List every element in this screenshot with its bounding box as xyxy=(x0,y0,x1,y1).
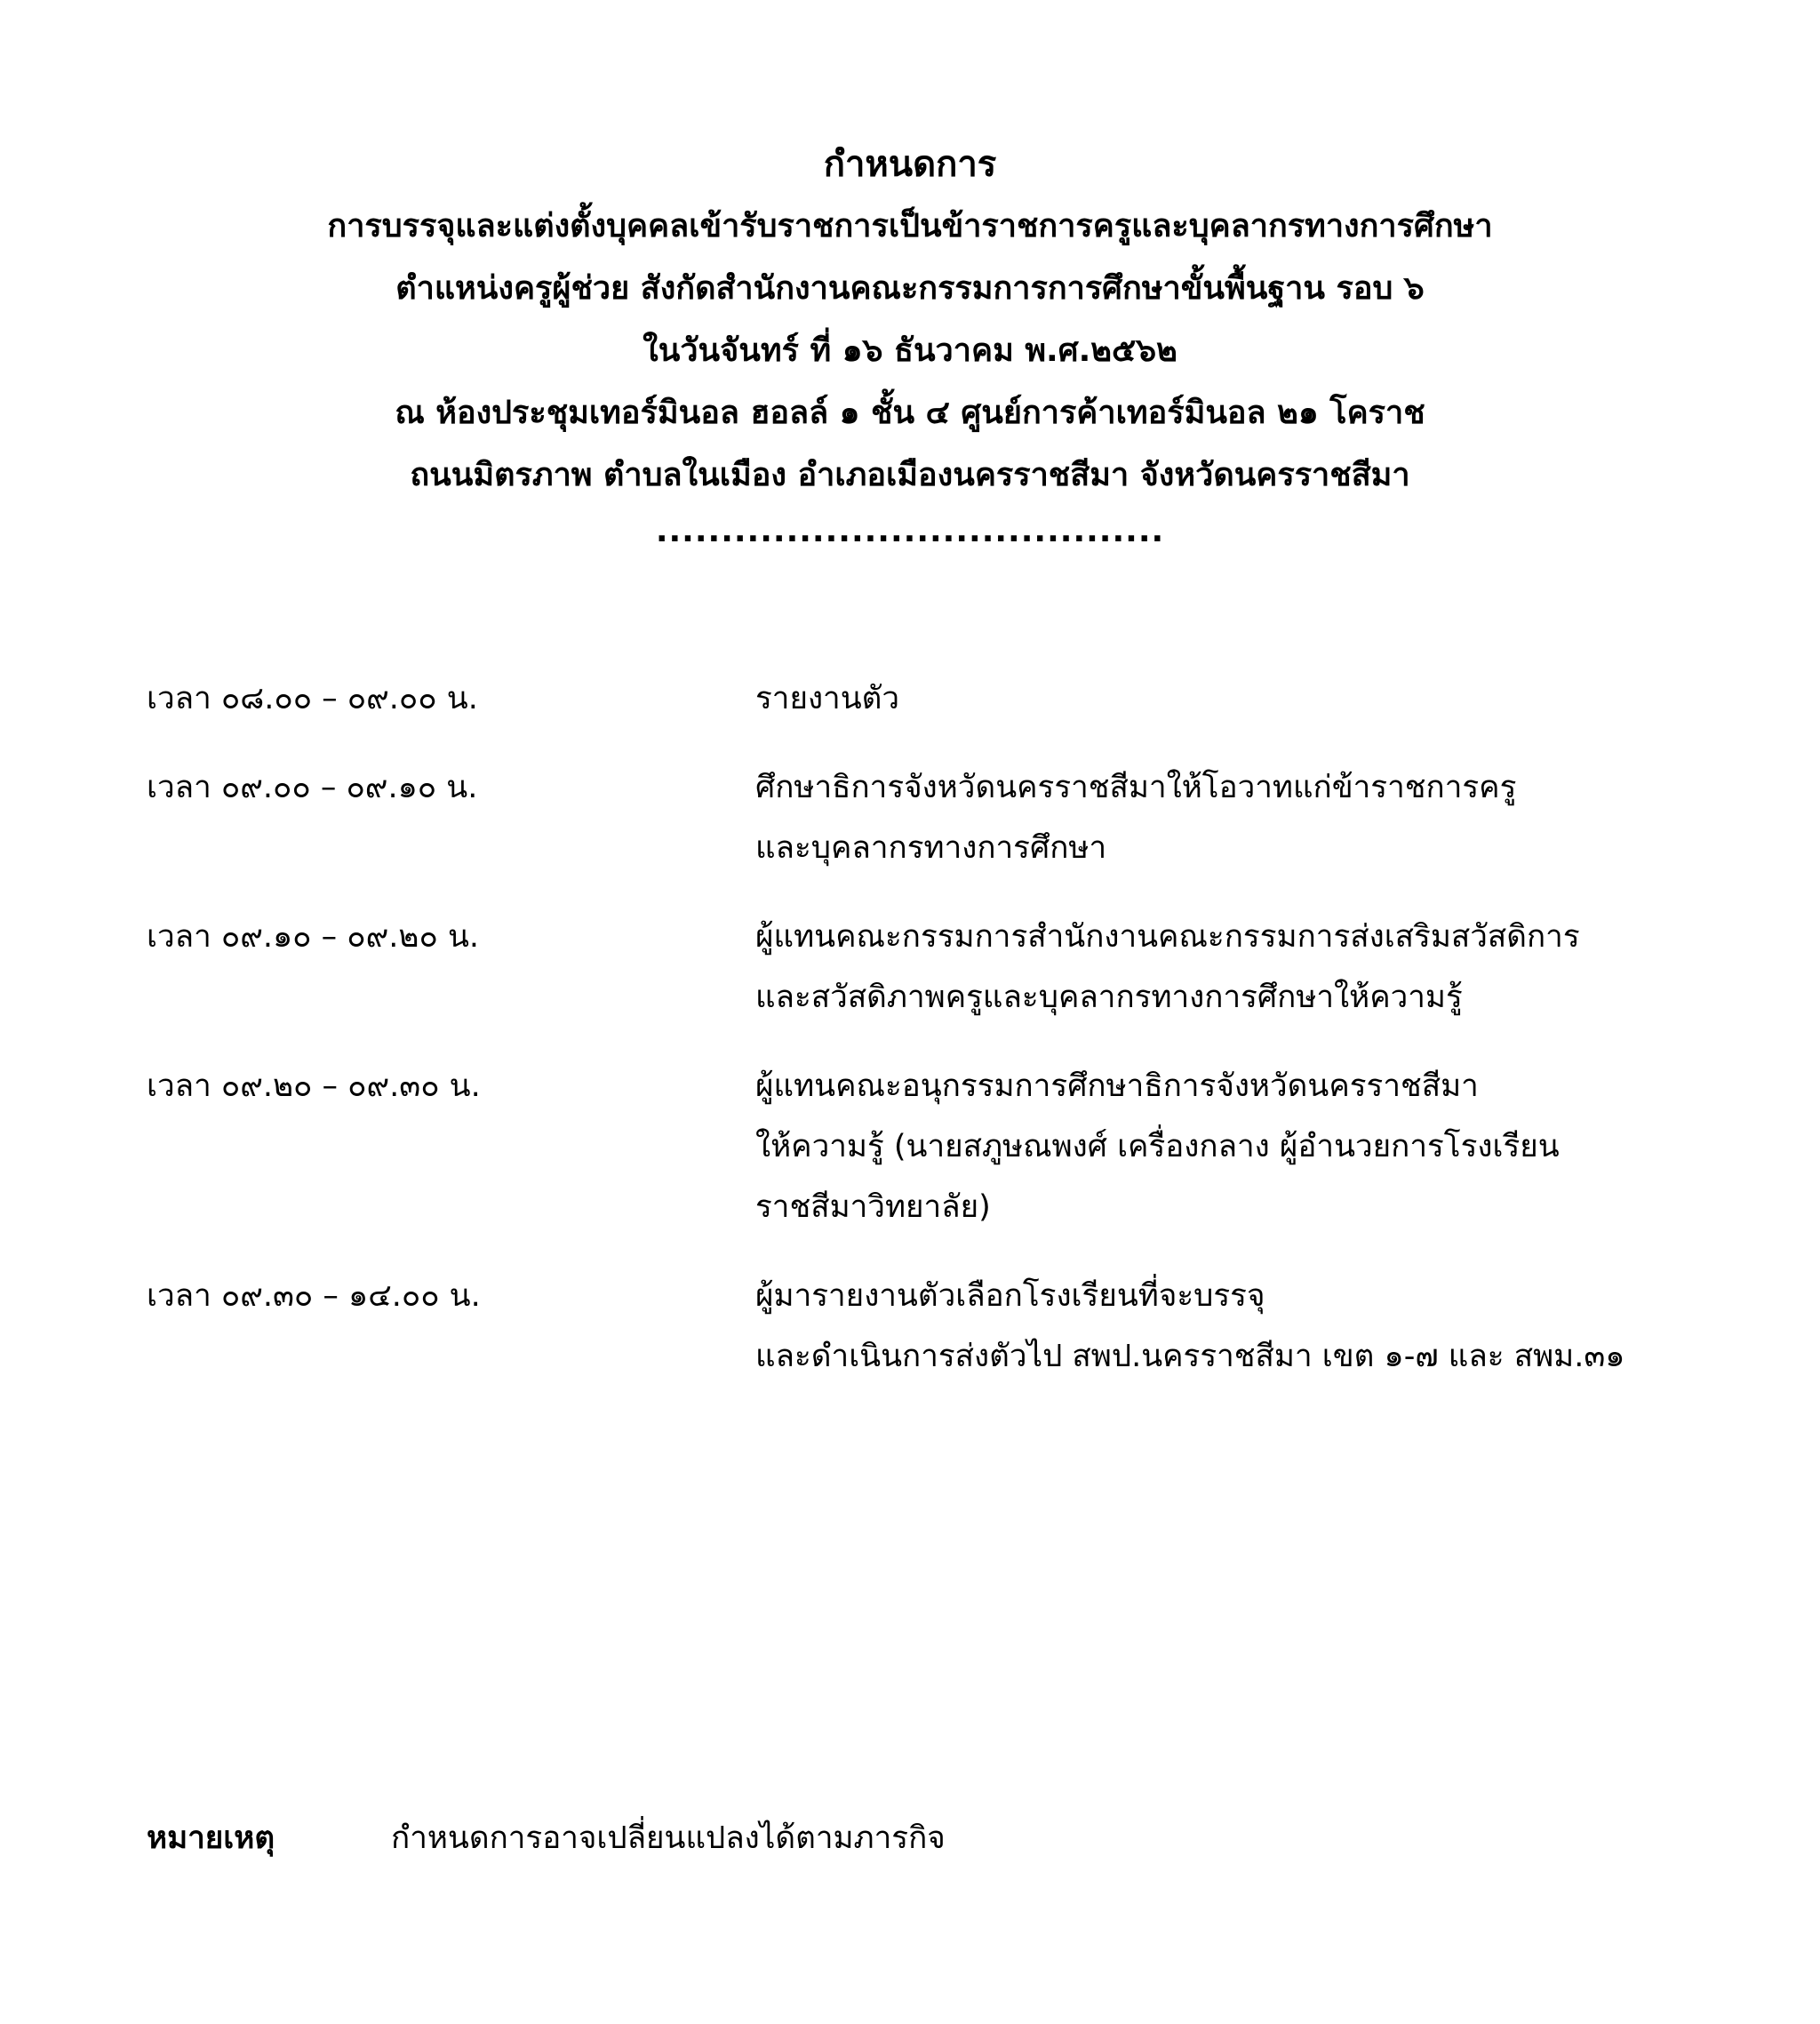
schedule-item xyxy=(147,907,1675,1028)
schedule-item xyxy=(147,668,1675,729)
schedule-description-line: ผู้มารายงานตัวเลือกโรงเรียนที่จะบรรจุ xyxy=(755,1278,1265,1314)
header-line-3: ในวันจันทร์ ที่ ๑๖ ธันวาคม พ.ศ.๒๕๖๒ xyxy=(643,332,1177,369)
header-line-4: ณ ห้องประชุมเทอร์มินอล ฮอลล์ ๑ ชั้น ๔ ศูนย์การค้าเทอร์มินอล ๒๑ โคราช xyxy=(395,395,1425,431)
schedule-time: เวลา ๐๙.๑๐ – ๐๙.๒๐ น. xyxy=(147,919,480,955)
schedule-time: เวลา ๐๙.๐๐ – ๐๙.๑๐ น. xyxy=(147,770,478,805)
header-line-5: ถนนมิตรภาพ ตำบลในเมือง อำเภอเมืองนครราชสีมา จังหวัดนครราชสีมา xyxy=(410,457,1410,493)
document-header xyxy=(0,133,1820,549)
schedule-description-line: ผู้แทนคณะกรรมการสำนักงานคณะกรรมการส่งเสริมสวัสดิการ xyxy=(755,919,1580,955)
schedule-description-line: ให้ความรู้ (นายสภูษณพงศ์ เครื่องกลาง ผู้อำนวยการโรงเรียน xyxy=(755,1129,1560,1164)
schedule-time: เวลา ๐๙.๒๐ – ๐๙.๓๐ น. xyxy=(147,1068,481,1104)
schedule-item xyxy=(147,757,1675,878)
remark xyxy=(147,1813,946,1862)
schedule-description-line: ผู้แทนคณะอนุกรรมการศึกษาธิการจังหวัดนครราชสีมา xyxy=(755,1068,1479,1104)
document-title: กำหนดการ xyxy=(823,144,997,185)
header-separator: ....................................... xyxy=(655,513,1165,549)
schedule-description-line: รายงานตัว xyxy=(755,681,900,716)
schedule-item xyxy=(147,1266,1675,1387)
schedule-description xyxy=(755,1056,1675,1237)
remark-label: หมายเหตุ xyxy=(147,1820,275,1856)
schedule-description-line: และดำเนินการส่งตัวไป สพป.นครราชสีมา เขต ๑-๗ และ สพม.๓๑ xyxy=(755,1339,1625,1374)
remark-text: กำหนดการอาจเปลี่ยนแปลงได้ตามภารกิจ xyxy=(391,1820,946,1856)
schedule-description xyxy=(755,907,1675,1028)
schedule-description-line: ราชสีมาวิทยาลัย) xyxy=(755,1189,991,1225)
schedule-list xyxy=(147,668,1675,1415)
schedule-description xyxy=(755,757,1675,878)
schedule-description-line: และบุคลากรทางการศึกษา xyxy=(755,830,1107,866)
schedule-time: เวลา ๐๙.๓๐ – ๑๔.๐๐ น. xyxy=(147,1278,481,1314)
schedule-time: เวลา ๐๘.๐๐ – ๐๙.๐๐ น. xyxy=(147,681,478,716)
header-line-1: การบรรจุและแต่งตั้งบุคคลเข้ารับราชการเป็นข้าราชการครูและบุคลากรทางการศึกษา xyxy=(327,208,1493,244)
header-line-2: ตำแหน่งครูผู้ช่วย สังกัดสำนักงานคณะกรรมการการศึกษาขั้นพื้นฐาน รอบ ๖ xyxy=(395,270,1425,307)
schedule-item xyxy=(147,1056,1675,1237)
schedule-description xyxy=(755,668,1675,729)
schedule-description-line: และสวัสดิภาพครูและบุคลากรทางการศึกษาให้ความรู้ xyxy=(755,980,1463,1015)
schedule-description-line: ศึกษาธิการจังหวัดนครราชสีมาให้โอวาทแก่ข้าราชการครู xyxy=(755,770,1517,805)
schedule-description xyxy=(755,1266,1675,1387)
